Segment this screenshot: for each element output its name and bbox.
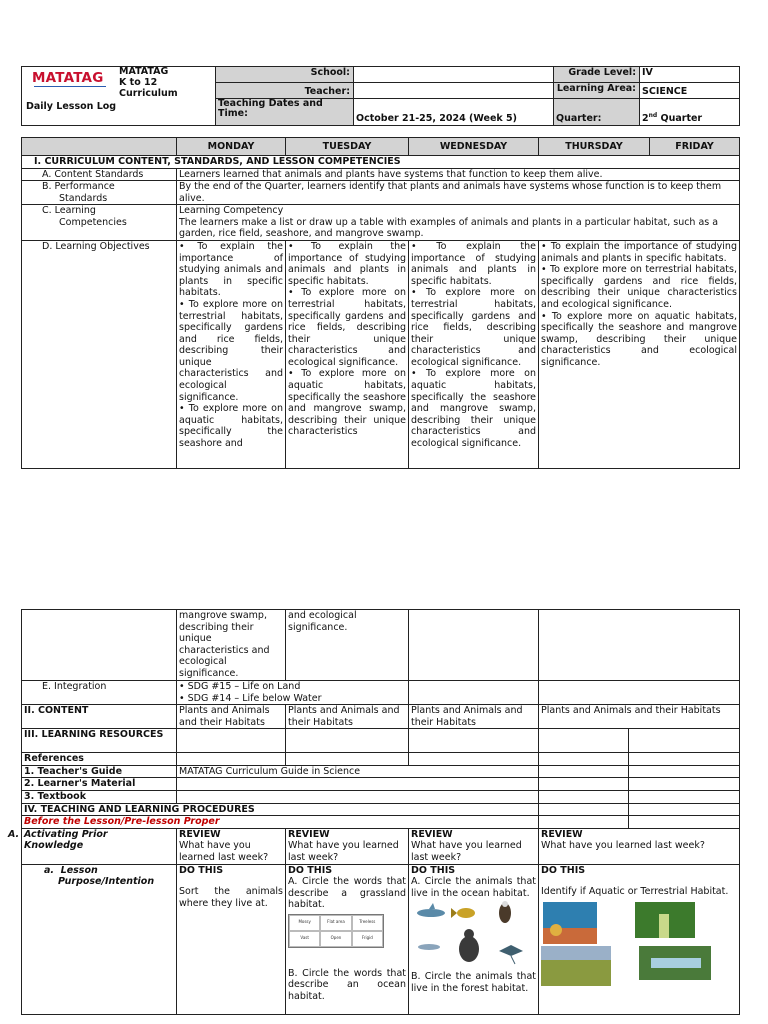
eagle-icon bbox=[499, 901, 511, 923]
day-monday: MONDAY bbox=[177, 138, 286, 156]
shark-icon bbox=[417, 903, 445, 917]
content-label: II. CONTENT bbox=[22, 705, 177, 729]
content-standards-label: A. Content Standards bbox=[22, 168, 177, 181]
dates-value[interactable]: October 21-25, 2024 (Week 5) bbox=[354, 98, 554, 125]
review-thursday: REVIEW What have you learned last week? bbox=[539, 828, 740, 864]
area-label: Learning Area: bbox=[554, 82, 640, 98]
section1-title: I. CURRICULUM CONTENT, STANDARDS, AND LESSON COMPETENCIES bbox=[22, 156, 740, 169]
objectives-monday-cont: mangrove swamp, describing their unique characteristics and ecological significance. bbox=[177, 610, 286, 681]
review-wednesday: REVIEW What have you learned last week? bbox=[409, 828, 539, 864]
grade-value[interactable]: IV bbox=[640, 67, 740, 83]
quarter-label: Quarter: bbox=[554, 98, 640, 125]
integration-text: • SDG #15 – Life on Land • SDG #14 – Life below Water bbox=[177, 681, 409, 705]
teacher-label: Teacher: bbox=[216, 82, 354, 98]
dates-label: Teaching Dates and Time: bbox=[216, 98, 354, 125]
day-thursday: THURSDAY bbox=[539, 138, 650, 156]
performance-text: By the end of the Quarter, learners identify that plants and animals have systems whose function is to keep them alive. bbox=[177, 181, 740, 205]
content-wednesday: Plants and Animals and their Habitats bbox=[409, 705, 539, 729]
school-label: School: bbox=[216, 67, 354, 83]
quarter-value[interactable]: 2nd Quarter bbox=[640, 98, 740, 125]
habitat-photos bbox=[541, 900, 737, 990]
school-value[interactable] bbox=[354, 67, 554, 83]
objectives-label: D. Learning Objectives bbox=[22, 241, 177, 469]
dothis-thursday: DO THIS Identify if Aquatic or Terrestrial Habitat. bbox=[539, 864, 740, 1014]
word-cell[interactable]: Vast bbox=[289, 931, 320, 947]
dothis-wednesday: DO THIS A. Circle the animals that live in the ocean habitat. B. Circle the animals that live in the forest habitat. bbox=[409, 864, 539, 1014]
resources-label: III. LEARNING RESOURCES bbox=[22, 729, 177, 753]
logo-underline bbox=[34, 86, 106, 89]
logo-cell bbox=[22, 67, 216, 126]
purpose-label: a. Lesson Purpose/Intention bbox=[22, 864, 177, 1014]
word-cell[interactable]: Open bbox=[320, 931, 351, 947]
grade-label: Grade Level: bbox=[554, 67, 640, 83]
performance-label: B. Performance Standards bbox=[22, 181, 177, 205]
day-tuesday: TUESDAY bbox=[286, 138, 409, 156]
doc-title: Daily Lesson Log bbox=[26, 101, 117, 112]
review-tuesday: REVIEW What have you learned last week? bbox=[286, 828, 409, 864]
competencies-text: Learning Competency The learners make a list or draw up a table with examples of animals and plants in a particular habitat, such as a garden, rice field, seashore, and mangrove swamp. bbox=[177, 205, 740, 241]
objectives-thursday: • To explain the importance of studying animals and plants in specific habitats. • To explore more on terrestrial habitats, specifically gardens and rice fields, describing their unique characteristics and ecological significance. • To explore more on aquatic habitats, specifically the seashore and mangrove swamp, describing their unique characteristics and ecological significance. bbox=[539, 241, 740, 469]
curriculum-label: MATATAG K to 12 Curriculum bbox=[119, 66, 178, 99]
lesson-table-page1 bbox=[21, 137, 740, 469]
teachers-guide-value: MATATAG Curriculum Guide in Science bbox=[177, 765, 539, 778]
content-monday: Plants and Animals and their Habitats bbox=[177, 705, 286, 729]
river-photo bbox=[639, 946, 711, 980]
word-grid bbox=[288, 914, 384, 948]
procedures-label: IV. TEACHING AND LEARNING PROCEDURES bbox=[22, 803, 539, 816]
word-cell[interactable]: Flat area bbox=[320, 915, 351, 931]
grassland-photo bbox=[541, 946, 611, 986]
dothis-monday: DO THIS Sort the animals where they live at. bbox=[177, 864, 286, 1014]
coral-reef-photo bbox=[543, 902, 597, 944]
before-lesson-label: Before the Lesson/Pre-lesson Proper bbox=[22, 816, 539, 829]
teachers-guide-label: 1. Teacher's Guide bbox=[22, 765, 177, 778]
content-thursday: Plants and Animals and their Habitats bbox=[539, 705, 740, 729]
objectives-tuesday-cont: and ecological significance. bbox=[286, 610, 409, 681]
word-cell[interactable]: Mossy bbox=[289, 915, 320, 931]
dothis-tuesday: DO THIS A. Circle the words that describe a grassland habitat. Mossy Flat area Treeless Vast Open Frigid B. Circle the words that describe an ocean habitat. bbox=[286, 864, 409, 1014]
dolphin-icon bbox=[418, 944, 440, 950]
lesson-table-page2 bbox=[8, 609, 740, 1015]
content-standards-text: Learners learned that animals and plants have systems that function to keep them alive. bbox=[177, 168, 740, 181]
competencies-label: C. Learning Competencies bbox=[22, 205, 177, 241]
day-friday: FRIDAY bbox=[650, 138, 740, 156]
header-table bbox=[21, 66, 740, 126]
activating-label: A. Activating Prior Knowledge bbox=[22, 828, 177, 864]
review-monday: REVIEW What have you learned last week? bbox=[177, 828, 286, 864]
content-tuesday: Plants and Animals and their Habitats bbox=[286, 705, 409, 729]
objectives-monday: • To explain the importance of studying animals and plants in specific habitats. • To explore more on terrestrial habitats, specifically gardens and rice fields, describing their unique characteristics and ecological significance. • To explore more on aquatic habitats, specifically the seashore and bbox=[177, 241, 286, 469]
objectives-cont-label bbox=[22, 610, 177, 681]
learners-material-label: 2. Learner's Material bbox=[22, 778, 177, 791]
word-cell[interactable]: Frigid bbox=[352, 931, 383, 947]
textbook-label: 3. Textbook bbox=[22, 791, 177, 804]
teacher-value[interactable] bbox=[354, 82, 554, 98]
forest-photo bbox=[635, 902, 695, 938]
animals-illustration bbox=[411, 901, 531, 971]
stingray-icon bbox=[499, 945, 523, 964]
fish-icon bbox=[451, 908, 475, 918]
integration-label: E. Integration bbox=[22, 681, 177, 705]
objectives-wednesday: • To explain the importance of studying animals and plants in specific habitats. • To explore more on terrestrial habitats, specifically gardens and rice fields, describing their unique characteristics and ecological significance. • To explore more on aquatic habitats, specifically the seashore and mangrove swamp, describing their unique characteristics and ecological significance. bbox=[409, 241, 539, 469]
days-corner bbox=[22, 138, 177, 156]
area-value[interactable]: SCIENCE bbox=[640, 82, 740, 98]
word-cell[interactable]: Treeless bbox=[352, 915, 383, 931]
matatag-logo: MATATAG bbox=[32, 70, 104, 86]
objectives-tuesday: • To explain the importance of studying animals and plants in specific habitats. • To explore more on terrestrial habitats, specifically gardens and rice fields, describing their unique characteristics and ecological significance. • To explore more on aquatic habitats, specifically the seashore and mangrove swamp, describing their unique characteristics bbox=[286, 241, 409, 469]
references-label: References bbox=[22, 753, 177, 766]
gorilla-icon bbox=[459, 929, 479, 962]
day-wednesday: WEDNESDAY bbox=[409, 138, 539, 156]
